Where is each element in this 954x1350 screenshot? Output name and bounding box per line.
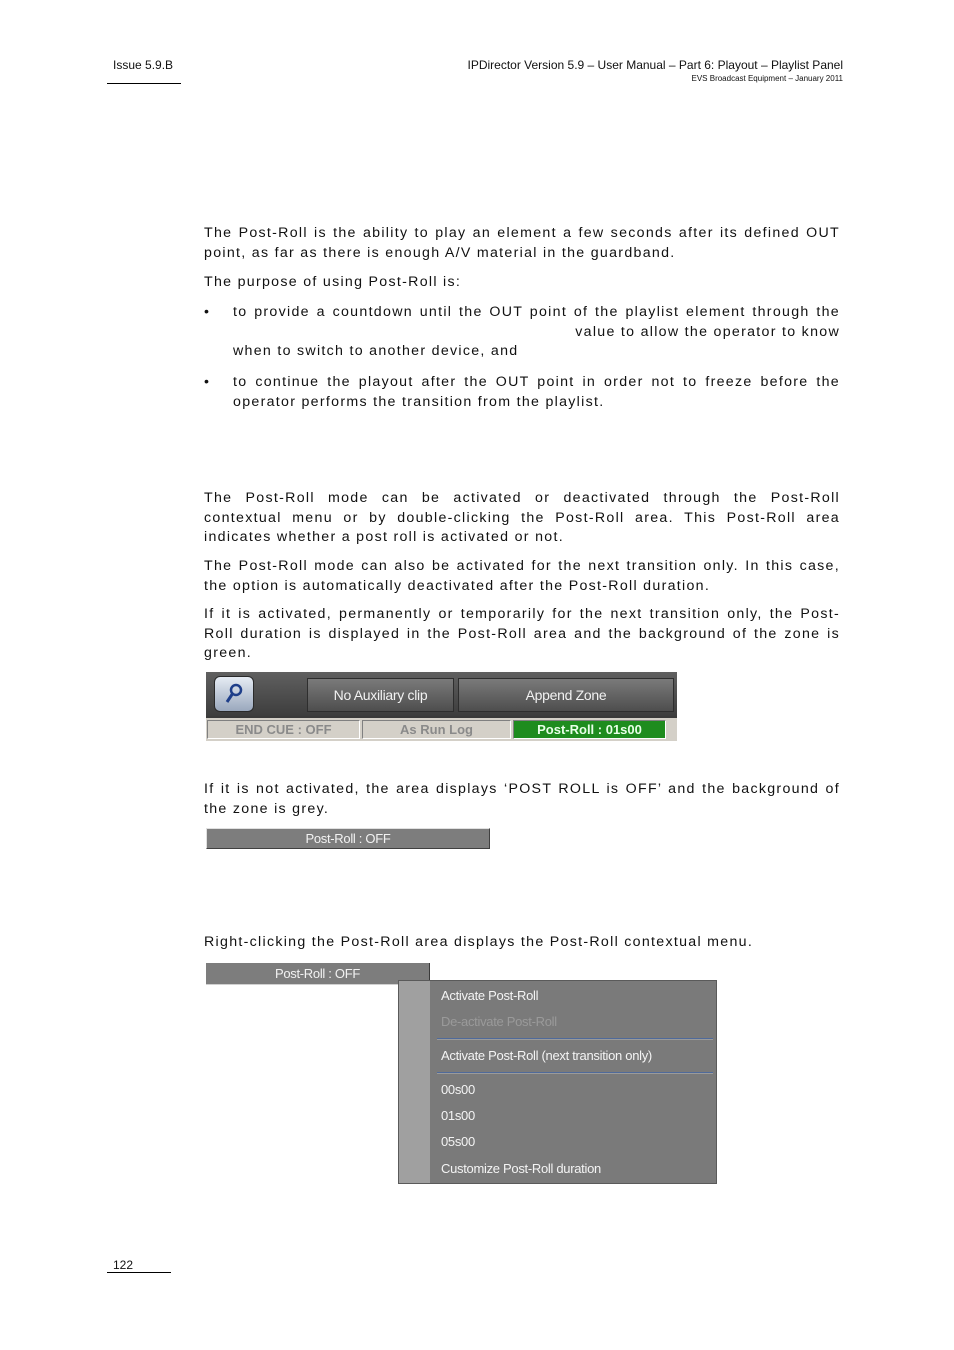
post-roll-area-on[interactable]: Post-Roll : 01s00 — [513, 720, 666, 739]
page-number: 122 — [113, 1258, 134, 1272]
bullet-item-countdown — [204, 303, 840, 363]
header-rule — [107, 83, 181, 84]
menu-item-00s00[interactable]: 00s00 — [441, 1082, 475, 1097]
intro-paragraph: The Post-Roll is the ability to play an element a few seconds after its defined OUT point, as far as there is enough A/V material in the guardband. — [204, 225, 840, 261]
search-key-icon[interactable] — [214, 676, 254, 712]
append-zone-button[interactable]: Append Zone — [458, 678, 674, 712]
bullet-text: to continue the playout after the OUT point in order not to freeze before the operator performs the transition from the playlist. — [233, 374, 840, 410]
menu-item-activate[interactable]: Activate Post-Roll — [441, 988, 539, 1003]
no-auxiliary-clip-button[interactable]: No Auxiliary clip — [307, 678, 454, 712]
issue-label: Issue 5.9.B — [113, 58, 174, 72]
playlist-toolbar-screenshot — [206, 672, 677, 741]
post-roll-area-bar[interactable]: Post-Roll : OFF — [206, 963, 430, 985]
post-roll-context-menu — [398, 980, 717, 1184]
bullet-text: to provide a countdown until the OUT point of the playlist element through the value to allow the operator to know when to switch to another device, and — [233, 304, 840, 359]
footer-rule — [107, 1272, 171, 1273]
activation-paragraph: The Post-Roll mode can be activated or deactivated through the Post-Roll contextual menu or by double-clicking the Post-Roll area. This Post-Roll area indicates whether a post roll is activated or not. — [204, 490, 840, 545]
next-transition-paragraph: The Post-Roll mode can also be activated for the next transition only. In this case, the option is automatically deactivated after the Post-Roll duration. — [204, 558, 840, 594]
menu-item-customize[interactable]: Customize Post-Roll duration — [441, 1161, 601, 1176]
status-bar — [206, 718, 677, 741]
purpose-paragraph: The purpose of using Post-Roll is: — [204, 274, 462, 290]
not-activated-paragraph: If it is not activated, the area displays ‘POST ROLL is OFF’ and the background of the zone is grey. — [204, 781, 840, 817]
bullet-dot-icon: • — [204, 374, 211, 390]
menu-item-01s00[interactable]: 01s00 — [441, 1108, 475, 1123]
menu-item-activate-next[interactable]: Activate Post-Roll (next transition only) — [441, 1048, 652, 1063]
menu-gutter — [399, 981, 430, 1183]
menu-separator — [437, 1072, 713, 1074]
activated-paragraph: If it is activated, permanently or temporarily for the next transition only, the Post-Roll duration is displayed in the Post-Roll area and the background of the zone is green. — [204, 606, 840, 661]
menu-item-05s00[interactable]: 05s00 — [441, 1134, 475, 1149]
post-roll-area-off[interactable]: Post-Roll : OFF — [206, 828, 490, 849]
document-title: IPDirector Version 5.9 – User Manual – Part 6: Playout – Playlist Panel — [467, 58, 843, 72]
bullet-dot-icon: • — [204, 304, 211, 320]
document-subtitle: EVS Broadcast Equipment – January 2011 — [691, 74, 843, 83]
bullet-item-continue — [204, 373, 840, 413]
menu-separator — [437, 1038, 713, 1040]
menu-item-deactivate: De-activate Post-Roll — [441, 1014, 557, 1029]
as-run-log-button[interactable]: As Run Log — [362, 720, 511, 739]
end-cue-status[interactable]: END CUE : OFF — [207, 720, 360, 739]
context-menu-paragraph: Right-clicking the Post-Roll area displays the Post-Roll contextual menu. — [204, 934, 754, 950]
